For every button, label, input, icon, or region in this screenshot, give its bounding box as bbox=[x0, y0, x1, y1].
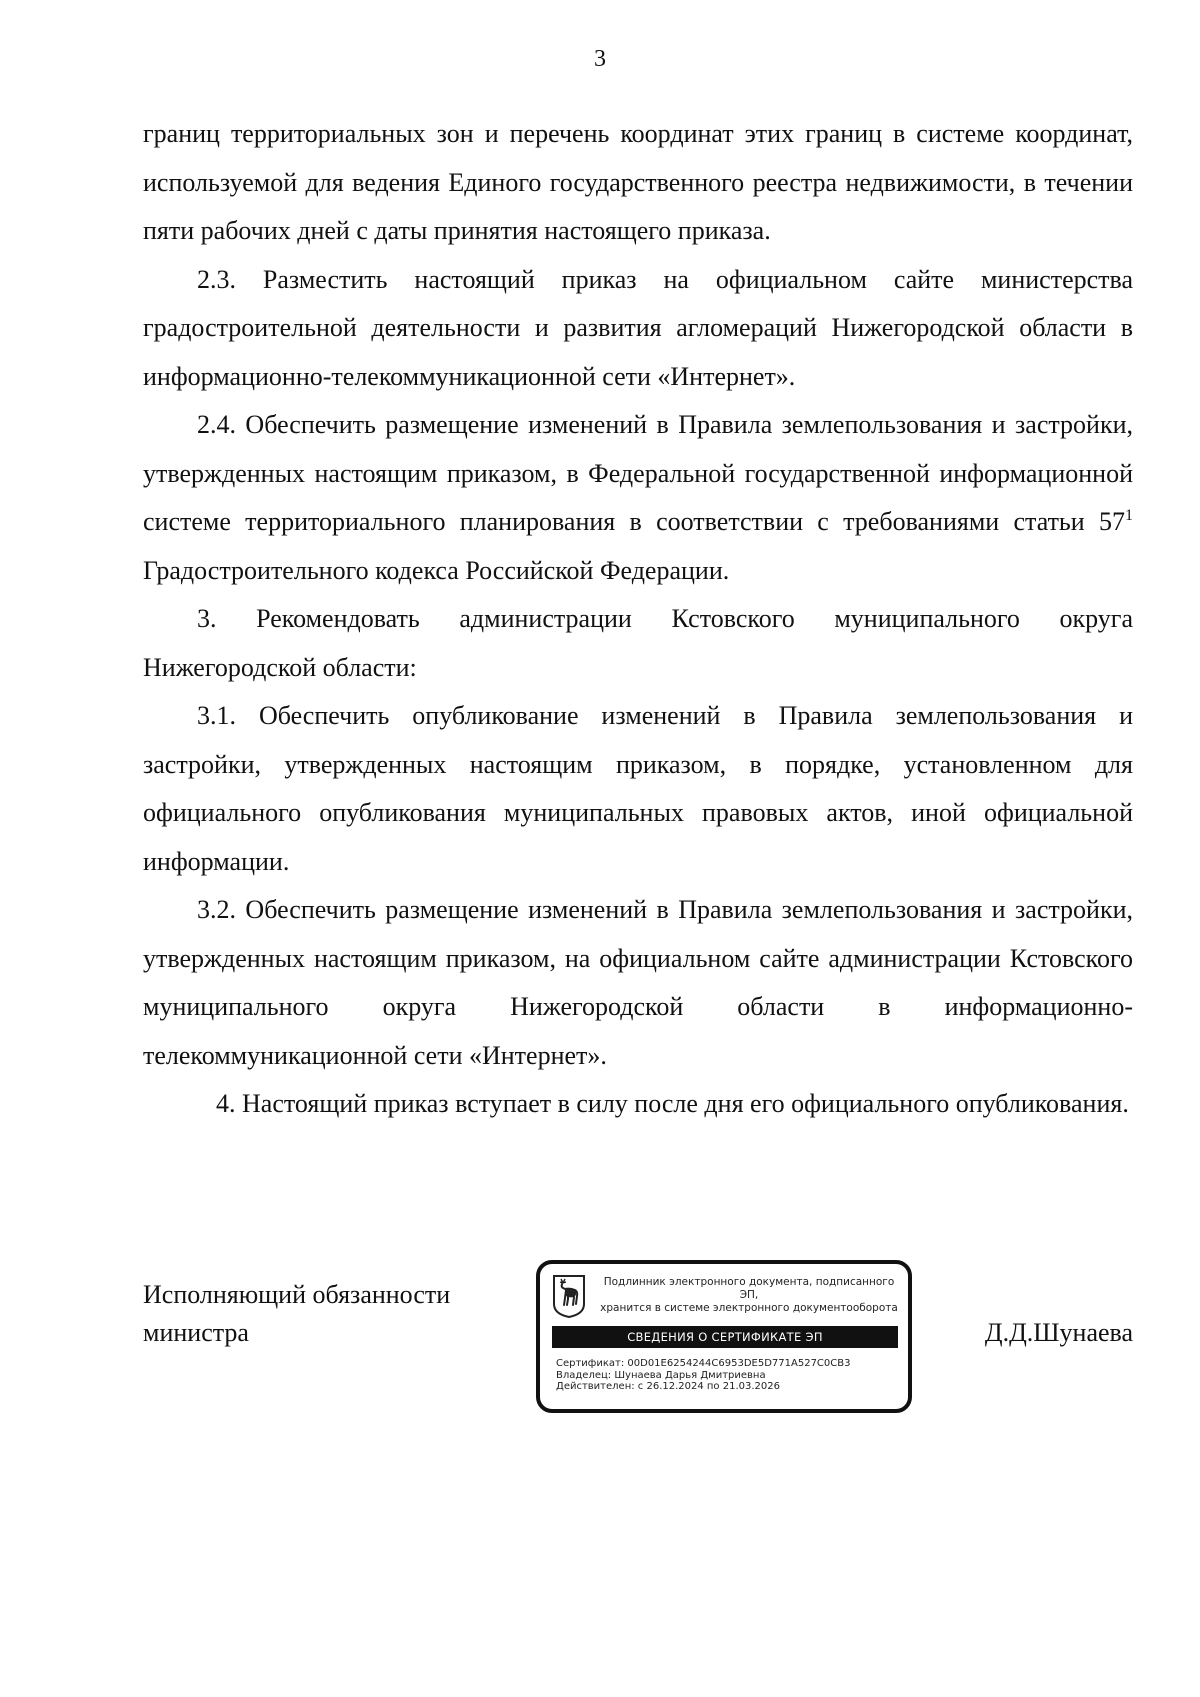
certificate-info-bar: СВЕДЕНИЯ О СЕРТИФИКАТЕ ЭП bbox=[552, 1326, 898, 1348]
electronic-signature-stamp bbox=[536, 1260, 912, 1413]
paragraph-4: 4. Настоящий приказ вступает в силу после дня его официального опубликования. bbox=[216, 1089, 1129, 1118]
stamp-header-line2: хранится в системе электронного документооборота bbox=[600, 1302, 898, 1314]
paragraph-2-4-continuation: Градостроительного кодекса Российской Федерации. bbox=[143, 555, 730, 585]
certificate-validity: Действителен: с 26.12.2024 по 21.03.2026 bbox=[556, 1381, 780, 1392]
page-number: 3 bbox=[594, 46, 606, 72]
signatory-name: Д.Д.Шунаева bbox=[984, 1318, 1133, 1347]
signatory-title-line1: Исполняющий обязанности bbox=[143, 1280, 451, 1309]
paragraph-3-2: 3.2. Обеспечить размещение изменений в Правила землепользования и застройки, утвержденных настоящим приказом, на официальном сайте администрации Кстовского муниципального округа Нижегородской области в информационно-телекоммуникационной сети «Интернет». bbox=[143, 895, 1133, 1070]
paragraph-2-3: 2.3. Разместить настоящий приказ на официальном сайте министерства градостроительной деятельности и развития агломераций Нижегородской области в информационно-телекоммуникационной сети «Интернет». bbox=[143, 264, 1133, 391]
footnote-superscript: 1 bbox=[1125, 507, 1133, 524]
deer-emblem-icon bbox=[552, 1274, 586, 1318]
signatory-title bbox=[143, 1276, 450, 1352]
certificate-details bbox=[556, 1358, 850, 1393]
stamp-header-line1: Подлинник электронного документа, подписанного ЭП, bbox=[603, 1276, 895, 1301]
signatory-title-line2: министра bbox=[143, 1318, 249, 1347]
paragraph-3: 3. Рекомендовать администрации Кстовского муниципального округа Нижегородской области: bbox=[143, 604, 1133, 682]
certificate-number: Сертификат: 00D01E6254244C6953DE5D771A527C0CB3 bbox=[556, 1358, 851, 1369]
certificate-owner: Владелец: Шунаева Дарья Дмитриевна bbox=[556, 1369, 766, 1381]
paragraph-2-4-text: 2.4. Обеспечить размещение изменений в Правила землепользования и застройки, утвержденных настоящим приказом, в Федеральной государственной информационной системе территориального планирования в соответствии с требованиями статьи 57 bbox=[143, 410, 1133, 536]
paragraph-2-4 bbox=[143, 401, 1133, 595]
paragraph-continuation: границ территориальных зон и перечень координат этих границ в системе координат, используемой для ведения Единого государственного реестра недвижимости, в течении пяти рабочих дней с даты принятия настоящего приказа. bbox=[143, 119, 1133, 245]
paragraph-3-1: 3.1. Обеспечить опубликование изменений в Правила землепользования и застройки, утвержденных настоящим приказом, в порядке, установленном для официального опубликования муниципальных правовых актов, иной официальной информации. bbox=[143, 701, 1133, 876]
signature-block bbox=[143, 1276, 1133, 1436]
document-body bbox=[143, 110, 1133, 1129]
stamp-header bbox=[594, 1276, 904, 1315]
